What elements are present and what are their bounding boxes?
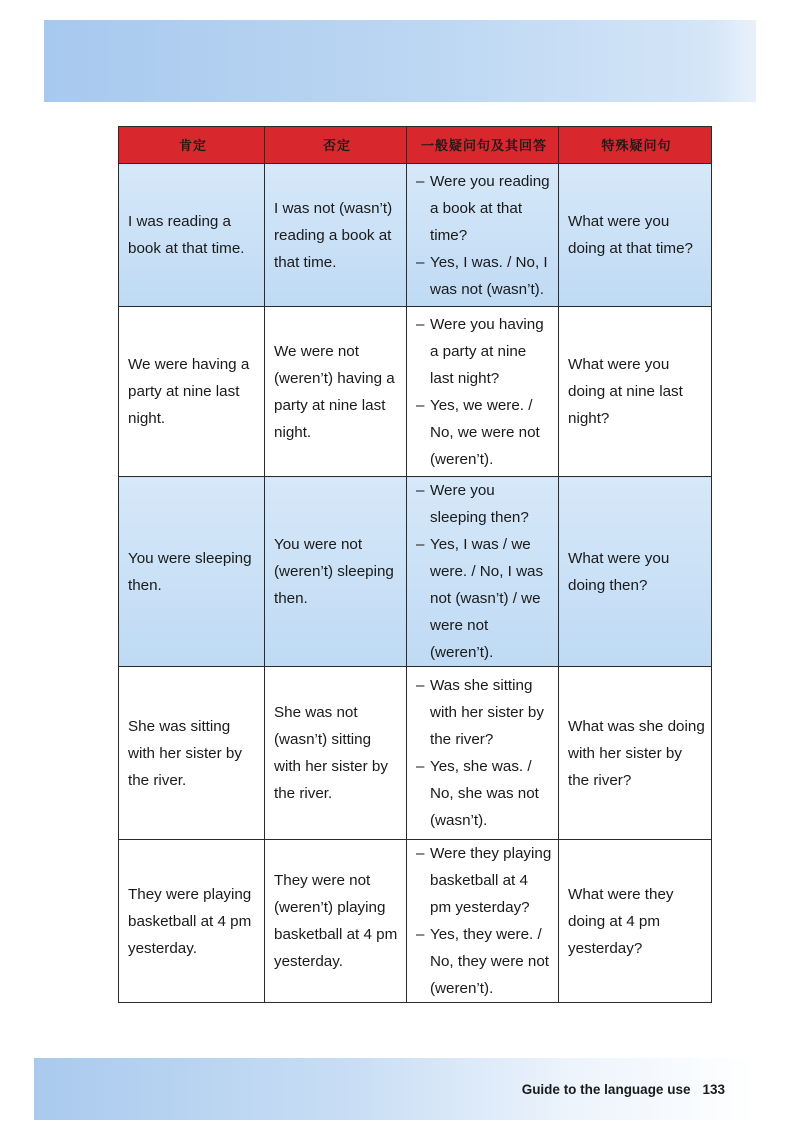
negative-cell: We were not (weren’t) having a party at nine last night.: [265, 307, 407, 477]
wh-question-cell: What was she doing with her sister by the river?: [559, 667, 712, 840]
positive-cell: She was sitting with her sister by the river.: [119, 667, 265, 840]
wh-question-cell: What were you doing then?: [559, 477, 712, 667]
answer-text: Yes, they were. / No, they were not (weren’t).: [430, 926, 550, 997]
grammar-table: [118, 126, 712, 1003]
answer-text: Yes, we were. / No, we were not (weren’t).: [430, 396, 540, 468]
question-answer-cell: [407, 840, 559, 1003]
question-text: Were you having a party at nine last night?: [430, 315, 544, 387]
question-text: Were you reading a book at that time?: [430, 172, 550, 244]
positive-cell: We were having a party at nine last night.: [119, 307, 265, 477]
page-footer: [522, 1082, 725, 1097]
dash: –: [416, 677, 425, 694]
question-text: Were they playing basketball at 4 pm yesterday?: [430, 845, 552, 916]
dash: –: [416, 396, 425, 414]
dash: –: [416, 536, 425, 553]
page-number: 133: [702, 1082, 725, 1097]
answer-text: Yes, she was. / No, she was not (wasn’t).: [430, 758, 539, 829]
answer-text: Yes, I was. / No, I was not (wasn’t).: [430, 253, 548, 298]
answer-text: Yes, I was / we were. / No, I was not (wasn’t) / we were not (weren’t).: [430, 536, 544, 661]
question-text: Were you sleeping then?: [430, 482, 529, 526]
header-yes-no-question: 一般疑问句及其回答: [407, 127, 559, 164]
wh-question-cell: What were they doing at 4 pm yesterday?: [559, 840, 712, 1003]
positive-cell: I was reading a book at that time.: [119, 164, 265, 307]
question-answer-cell: [407, 307, 559, 477]
negative-cell: I was not (wasn’t) reading a book at that time.: [265, 164, 407, 307]
question-answer-cell: [407, 667, 559, 840]
table-row: [119, 164, 712, 307]
dash: –: [416, 315, 425, 333]
header-wh-question: 特殊疑问句: [559, 127, 712, 164]
dash: –: [416, 172, 425, 190]
dash: –: [416, 253, 425, 271]
footer-title: Guide to the language use: [521, 1082, 691, 1097]
table-row: [119, 307, 712, 477]
question-text: Was she sitting with her sister by the river?: [430, 677, 544, 748]
table-row: [119, 477, 712, 667]
table-header-row: [119, 127, 712, 164]
table-row: [119, 840, 712, 1003]
table-row: [119, 667, 712, 840]
header-positive: 肯定: [119, 127, 265, 164]
wh-question-cell: What were you doing at nine last night?: [559, 307, 712, 477]
header-band-fade: [710, 20, 756, 102]
dash: –: [416, 845, 425, 862]
negative-cell: They were not (weren’t) playing basketball at 4 pm yesterday.: [265, 840, 407, 1003]
dash: –: [416, 482, 425, 499]
dash: –: [416, 758, 425, 775]
question-answer-cell: [407, 164, 559, 307]
question-answer-cell: [407, 477, 559, 667]
negative-cell: She was not (wasn’t) sitting with her sister by the river.: [265, 667, 407, 840]
header-decorative-band: [44, 20, 756, 102]
positive-cell: You were sleeping then.: [119, 477, 265, 667]
header-negative: 否定: [265, 127, 407, 164]
dash: –: [416, 926, 425, 943]
positive-cell: They were playing basketball at 4 pm yesterday.: [119, 840, 265, 1003]
negative-cell: You were not (weren’t) sleeping then.: [265, 477, 407, 667]
wh-question-cell: What were you doing at that time?: [559, 164, 712, 307]
